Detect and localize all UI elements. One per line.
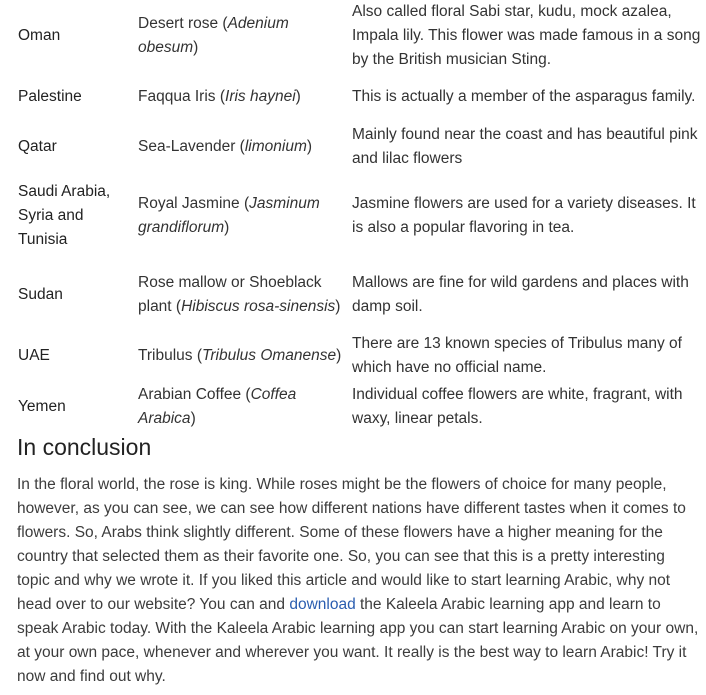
table-body [10,0,702,432]
flower-cell [130,260,348,330]
description-cell: There are 13 known species of Tribulus many of which have no official name. [352,335,682,376]
scientific-name: Tribulus Omanense [202,347,337,364]
flower-close: ) [306,138,313,155]
flower-name: Faqqua Iris ( [138,88,226,105]
flower-close: ) [193,39,199,56]
description-cell: Mallows are fine for wild gardens and places with damp soil. [352,274,689,315]
flower-name: Arabian Coffee ( [138,386,251,403]
description-cell: Also called floral Sabi star, kudu, mock azalea, Impala lily. This flower was made famous in a song by the British musician Sting. [352,3,701,68]
description-cell: Jasmine flowers are used for a variety diseases. It is also a popular flavoring in tea. [352,195,696,236]
flower-cell [130,0,348,72]
flower-name: Tribulus ( [138,347,203,364]
flower-cell [130,122,348,172]
flower-cell [130,172,348,260]
scientific-name: Adenium obesum [138,15,289,56]
scientific-name: limonium [244,138,307,155]
flower-close: ) [336,347,342,364]
table-row [10,260,702,330]
flower-close: ) [335,298,341,315]
flower-close: ) [224,219,230,236]
country-cell: UAE [18,347,50,364]
flower-name: Rose mallow or Shoeblack plant ( [138,274,322,315]
flower-name: Desert rose ( [138,15,228,32]
scientific-name: Coffea Arabica [138,386,297,427]
flower-cell [130,330,348,382]
scientific-name: Iris haynei [225,88,296,105]
flower-name: Royal Jasmine ( [138,195,250,212]
country-cell: Qatar [18,138,57,155]
country-cell: Sudan [18,286,63,303]
table-row [10,382,702,432]
table-row [10,72,702,122]
flower-cell [130,382,348,432]
table-row [10,172,702,260]
table-row [10,0,702,72]
table-row [10,330,702,382]
flower-close: ) [190,410,196,427]
country-cell: Palestine [18,88,82,105]
conclusion-text-end: the Kaleela Arabic learning app and learn to speak Arabic today. With the Kaleela Arabic learning app you can start learning Arabic on your own, at your own pace, whenever and wherever you want. It really is the best way to learn Arabic! Try it now and find out why. [17,596,699,685]
flower-close: ) [295,88,301,105]
description-cell: Mainly found near the coast and has beautiful pink and lilac flowers [352,126,698,167]
conclusion-paragraph [17,473,699,689]
scientific-name: Hibiscus rosa-sinensis [181,298,336,315]
description-cell: Individual coffee flowers are white, fragrant, with waxy, linear petals. [352,386,683,427]
download-link[interactable]: download [289,596,356,613]
table-row [10,122,702,172]
country-cell: Yemen [18,398,66,415]
flower-cell [130,72,348,122]
country-cell: Oman [18,27,61,44]
flower-name: Sea-Lavender ( [138,138,245,155]
national-flowers-table [10,0,702,432]
country-cell: Saudi Arabia, Syria and Tunisia [18,183,111,248]
scientific-name: Jasminum grandiflorum [138,195,320,236]
conclusion-text-start: In the floral world, the rose is king. While roses might be the flowers of choice for many people, however, as you can see, we can see how different nations have different tastes when it comes to flowers. So, Arabs think slightly different. Some of these flowers have a higher meaning for the country that selected them as their favorite one. So, you can see that this is a pretty interesting topic and why we wrote it. If you liked this article and would like to start learning Arabic, why not head over to our website? You can and [17,476,686,613]
description-cell: This is actually a member of the asparagus family. [352,88,696,105]
conclusion-heading: In conclusion [17,434,152,460]
